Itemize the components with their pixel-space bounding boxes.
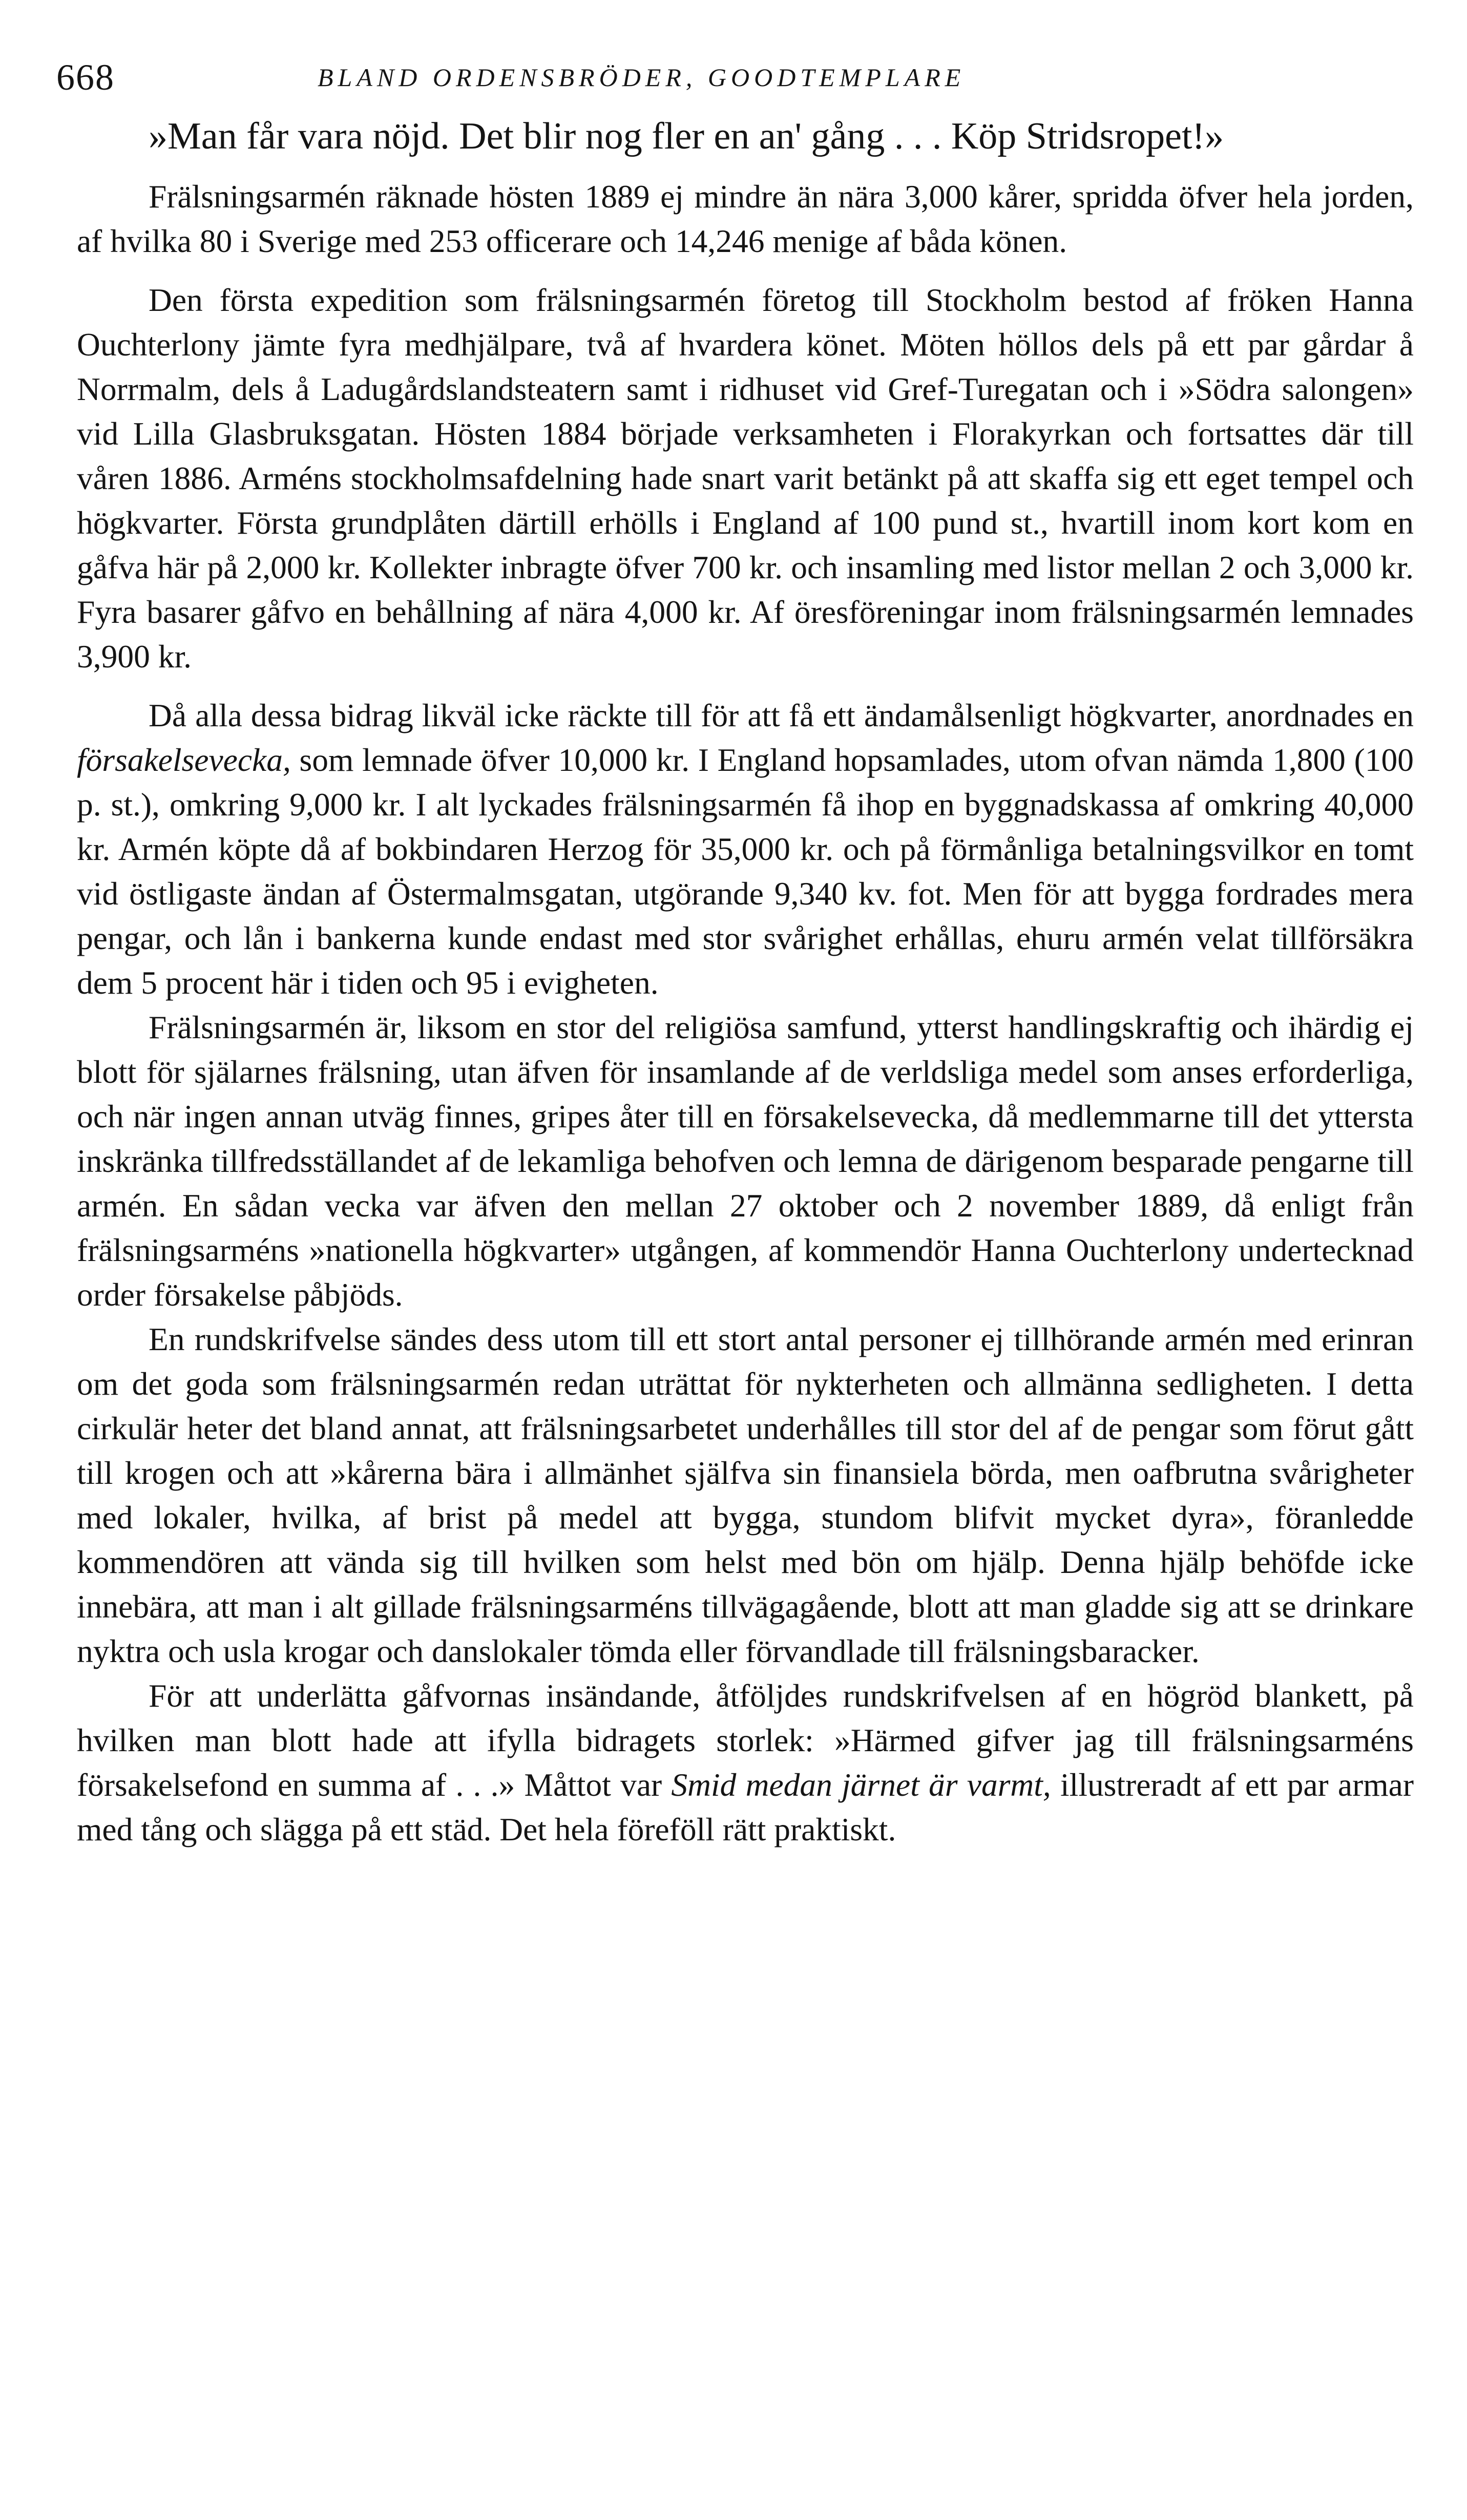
paragraph-7-italic: Smid medan järnet är varmt, [671,1767,1051,1803]
book-page [56,36,1414,1852]
body-text [77,113,1414,1852]
paragraph-5: Frälsningsarmén är, liksom en stor del religiösa samfund, ytterst handlingskraftig och ihärdig ej blott för själarnes frälsning, utan äfven för insamlande af de verldsliga medel som anses erforderliga, och när ingen annan utväg finnes, gripes åter till en försakelsevecka, då medlemmarne till det yttersta inskränka tillfredsställandet af de lekamliga behofven och lemna de därigenom besparade pengarne till armén. En sådan vecka var äfven den mellan 27 oktober och 2 november 1889, då enligt från frälsningsarméns »nationella högkvarter» utgången, af kommendör Hanna Ouchterlony undertecknad order försakelse påbjöds. [77,1009,1414,1313]
paragraph-7-text-a: För att underlätta gåfvornas insändande, åtföljdes rundskrifvelsen af en högröd blankett, på hvilken man blott hade att ifylla bidragets storlek: »Härmed gifver jag till frälsningsarméns försakelsefond en summa af . . .» Måttot var [77,1677,1414,1803]
paragraph-4-text-b: som lemnade öfver 10,000 kr. I England hopsamlades, utom ofvan nämda 1,800 (100 p. st.), omkring 9,000 kr. I alt lyckades frälsningsarmén få ihop en byggnadskassa af omkring 40,000 kr. Armén köpte då af bokbindaren Herzog för 35,000 kr. och på förmånliga betalningsvilkor en tomt vid östligaste ändan af Östermalmsgatan, utgörande 9,340 kv. fot. Men för att bygga fordrades mera pengar, och lån i bankerna kunde endast med stor svårighet erhållas, ehuru armén velat tillförsäkra dem 5 procent här i tiden och 95 i evigheten. [77,742,1414,1001]
running-title: BLAND ORDENSBRÖDER, GOODTEMPLARE [318,63,966,92]
paragraph-4 [77,693,1414,1005]
paragraph-7-text-b: illustreradt af ett par armar med tång och slägga på ett städ. Det hela föreföll rätt praktiskt. [77,1767,1414,1847]
page-header [56,36,1414,113]
paragraph-3: Den första expedition som frälsningsarmén företog till Stockholm bestod af fröken Hanna Ouchterlony jämte fyra medhjälpare, två af hvardera könet. Möten höllos dels på ett par gårdar å Norrmalm, dels å Ladugårdslandsteatern samt i ridhuset vid Gref-Turegatan och i »Södra salongen» vid Lilla Glasbruksgatan. Hösten 1884 började verksamheten i Florakyrkan och fortsattes där till våren 1886. Arméns stockholmsafdelning hade snart varit betänkt på att skaffa sig ett eget tempel och högkvarter. Första grundplåten därtill erhölls i England af 100 pund st., hvartill inom kort kom en gåfva här på 2,000 kr. Kollekter inbragte öfver 700 kr. och insamling med listor mellan 2 och 3,000 kr. Fyra basarer gåfvo en behållning af nära 4,000 kr. Af öresföreningar inom frälsningsarmén lemnades 3,900 kr. [77,282,1414,675]
paragraph-6: En rundskrifvelse sändes dess utom till ett stort antal personer ej tillhörande armén med erinran om det goda som frälsningsarmén redan uträttat för nykterheten och allmänna sedligheten. I detta cirkulär heter det bland annat, att frälsningsarbetet underhålles till stor del af de pengar som förut gått till krogen och att »kårerna bära i allmänhet själfva sin finansiela börda, men oafbrutna svårigheter med lokaler, hvilka, af brist på medel att bygga, stundom blifvit mycket dyra», föranledde kommendören att vända sig till hvilken som helst med bön om hjälp. Denna hjälp behöfde icke innebära, att man i alt gillade frälsningsarméns tillvägagående, blott att man gladde sig att se drinkare nyktra och usla krogar och danslokaler tömda eller förvandlade till frälsningsbaracker. [77,1321,1414,1669]
paragraph-1: »Man får vara nöjd. Det blir nog fler en an' gång . . . Köp Stridsropet!» [149,115,1224,157]
paragraph-2: Frälsningsarmén räknade hösten 1889 ej mindre än nära 3,000 kårer, spridda öfver hela jorden, af hvilka 80 i Sverige med 253 officerare och 14,246 menige af båda könen. [77,178,1414,259]
paragraph-7 [77,1673,1414,1852]
paragraph-4-text-a: Då alla dessa bidrag likväl icke räckte till för att få ett ändamålsenligt högkvarter, anordnades en [149,697,1414,733]
page-number: 668 [56,57,115,98]
paragraph-4-italic: försakelsevecka, [77,742,291,778]
